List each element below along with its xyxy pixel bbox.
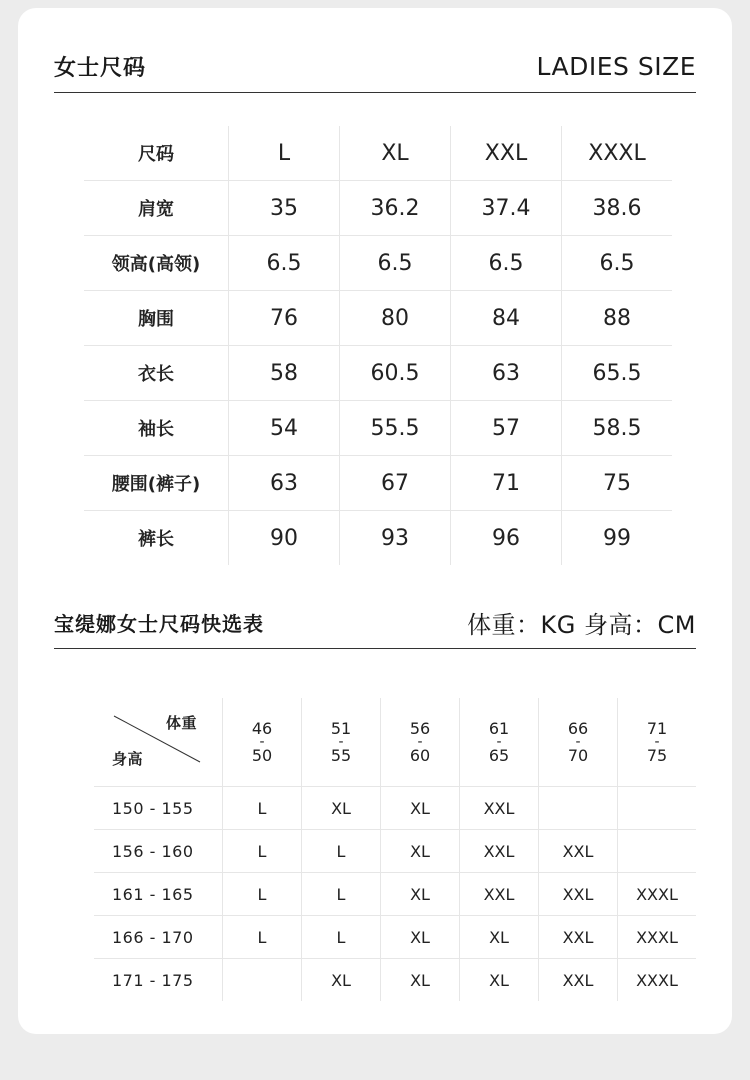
height-range-label: 171 - 175 bbox=[112, 970, 194, 990]
recommended-size: L bbox=[223, 830, 302, 873]
measurement-value: 6.5 bbox=[451, 236, 562, 291]
weight-range bbox=[539, 720, 617, 764]
measurement-value: 90 bbox=[229, 511, 340, 566]
weight-to: 70 bbox=[567, 746, 589, 765]
weight-range-cell bbox=[618, 698, 697, 787]
units-label: 体重：KG 身高：CM bbox=[467, 610, 696, 639]
weight-range bbox=[223, 720, 301, 764]
measurement-label: 肩宽 bbox=[84, 181, 229, 236]
quick-select-table bbox=[94, 698, 696, 1001]
recommended-size: L bbox=[302, 873, 381, 916]
weight-to: 75 bbox=[646, 746, 668, 765]
measurement-label: 裤长 bbox=[138, 529, 174, 550]
weight-dash: - bbox=[338, 734, 344, 750]
quick-table-row bbox=[94, 959, 696, 1002]
measurement-value: 58.5 bbox=[562, 401, 673, 456]
section-title-cn: 女士尺码 bbox=[54, 55, 147, 81]
measurement-value: 6.5 bbox=[562, 236, 673, 291]
recommended-size: XXL bbox=[539, 916, 618, 959]
measurement-value: 60.5 bbox=[340, 346, 451, 401]
measurement-value: 58 bbox=[229, 346, 340, 401]
measurement-value: 71 bbox=[451, 456, 562, 511]
measurement-value: 63 bbox=[451, 346, 562, 401]
weight-range-cell bbox=[381, 698, 460, 787]
diagonal-line bbox=[94, 698, 222, 786]
size-header-cell: XXL bbox=[451, 126, 562, 181]
weight-dash: - bbox=[259, 734, 265, 750]
measurement-value: 67 bbox=[340, 456, 451, 511]
recommended-size bbox=[618, 787, 697, 830]
measurement-value: 88 bbox=[562, 291, 673, 346]
recommended-size: XXL bbox=[460, 830, 539, 873]
measurement-value: 6.5 bbox=[229, 236, 340, 291]
weight-range-cell bbox=[302, 698, 381, 787]
recommended-size: XXXL bbox=[618, 959, 697, 1002]
height-range-label: 161 - 165 bbox=[94, 873, 223, 916]
section-title-en: LADIES SIZE bbox=[536, 51, 696, 81]
size-table-row bbox=[84, 401, 672, 456]
weight-from: 51 bbox=[330, 719, 352, 738]
quick-table-row bbox=[94, 916, 696, 959]
measurement-value: 96 bbox=[451, 511, 562, 566]
weight-range bbox=[460, 720, 538, 764]
recommended-size: L bbox=[302, 916, 381, 959]
recommended-size: L bbox=[223, 873, 302, 916]
weight-range bbox=[302, 720, 380, 764]
weight-from: 61 bbox=[488, 719, 510, 738]
measurement-value: 54 bbox=[229, 401, 340, 456]
recommended-size: XL bbox=[460, 916, 539, 959]
recommended-size: XXL bbox=[539, 830, 618, 873]
measurement-value: 99 bbox=[562, 511, 673, 566]
recommended-size: XL bbox=[381, 873, 460, 916]
weight-dash: - bbox=[417, 734, 423, 750]
recommended-size: L bbox=[302, 830, 381, 873]
recommended-size bbox=[539, 787, 618, 830]
measurement-value: 84 bbox=[451, 291, 562, 346]
measurement-value: 65.5 bbox=[562, 346, 673, 401]
weight-from: 71 bbox=[646, 719, 668, 738]
weight-dash: - bbox=[496, 734, 502, 750]
size-table-row bbox=[84, 236, 672, 291]
weight-from: 46 bbox=[251, 719, 273, 738]
recommended-size: XL bbox=[302, 787, 381, 830]
recommended-size: L bbox=[223, 787, 302, 830]
size-table bbox=[84, 126, 672, 565]
quick-header-row bbox=[94, 698, 696, 787]
recommended-size: XL bbox=[381, 787, 460, 830]
recommended-size: XL bbox=[381, 916, 460, 959]
measurement-value: 76 bbox=[229, 291, 340, 346]
corner-cell bbox=[94, 698, 223, 787]
weight-range-cell bbox=[539, 698, 618, 787]
measurement-value: 37.4 bbox=[451, 181, 562, 236]
measurement-value: 35 bbox=[229, 181, 340, 236]
quick-select-title: 宝缇娜女士尺码快选表 bbox=[54, 611, 264, 636]
measurement-value: 6.5 bbox=[340, 236, 451, 291]
measurement-value: 80 bbox=[340, 291, 451, 346]
recommended-size: XL bbox=[381, 830, 460, 873]
size-table-row bbox=[84, 181, 672, 236]
corner-height-label: 身高 bbox=[112, 750, 144, 768]
measurement-value: 57 bbox=[451, 401, 562, 456]
measurement-label: 胸围 bbox=[84, 291, 229, 346]
weight-to: 55 bbox=[330, 746, 352, 765]
size-chart-card bbox=[18, 8, 732, 1034]
weight-to: 50 bbox=[251, 746, 273, 765]
weight-from: 56 bbox=[409, 719, 431, 738]
recommended-size: XL bbox=[302, 959, 381, 1002]
weight-dash: - bbox=[575, 734, 581, 750]
height-range-label: 156 - 160 bbox=[94, 830, 223, 873]
measurement-value: 93 bbox=[340, 511, 451, 566]
corner-weight-label: 体重 bbox=[166, 714, 198, 732]
weight-range-cell bbox=[460, 698, 539, 787]
recommended-size bbox=[223, 959, 302, 1002]
quick-table-row bbox=[94, 873, 696, 916]
recommended-size: XXL bbox=[539, 873, 618, 916]
recommended-size: XXL bbox=[460, 787, 539, 830]
size-table-row bbox=[84, 346, 672, 401]
recommended-size: XXXL bbox=[618, 873, 697, 916]
size-header-label: 尺码 bbox=[84, 126, 229, 181]
quick-select-header bbox=[54, 596, 696, 649]
recommended-size: XXXL bbox=[618, 916, 697, 959]
weight-to: 65 bbox=[488, 746, 510, 765]
size-header-cell: XL bbox=[340, 126, 451, 181]
recommended-size: XXL bbox=[539, 959, 618, 1002]
size-table-row bbox=[84, 456, 672, 511]
diagonal-header bbox=[94, 698, 222, 786]
measurement-label: 领高(高领) bbox=[84, 236, 229, 291]
measurement-value: 55.5 bbox=[340, 401, 451, 456]
measurement-label: 袖长 bbox=[84, 401, 229, 456]
recommended-size: XL bbox=[381, 959, 460, 1002]
measurement-value: 75 bbox=[562, 456, 673, 511]
measurement-label: 腰围(裤子) bbox=[84, 456, 229, 511]
height-range-label: 150 - 155 bbox=[94, 787, 223, 830]
measurement-value: 63 bbox=[229, 456, 340, 511]
measurement-value: 38.6 bbox=[562, 181, 673, 236]
quick-table-row bbox=[94, 830, 696, 873]
weight-dash: - bbox=[654, 734, 660, 750]
height-range-label: 166 - 170 bbox=[94, 916, 223, 959]
size-table-row bbox=[84, 291, 672, 346]
weight-from: 66 bbox=[567, 719, 589, 738]
recommended-size: XXL bbox=[460, 873, 539, 916]
weight-to: 60 bbox=[409, 746, 431, 765]
size-table-row bbox=[84, 511, 672, 566]
size-header-cell: XXXL bbox=[562, 126, 673, 181]
weight-range bbox=[381, 720, 459, 764]
measurement-label: 衣长 bbox=[84, 346, 229, 401]
weight-range bbox=[618, 720, 696, 764]
recommended-size bbox=[618, 830, 697, 873]
measurement-value: 36.2 bbox=[340, 181, 451, 236]
recommended-size: L bbox=[223, 916, 302, 959]
ladies-size-header bbox=[54, 40, 696, 93]
quick-table-row bbox=[94, 787, 696, 830]
recommended-size: XL bbox=[460, 959, 539, 1002]
size-header-cell: L bbox=[229, 126, 340, 181]
weight-range-cell bbox=[223, 698, 302, 787]
size-header-row bbox=[84, 126, 672, 181]
